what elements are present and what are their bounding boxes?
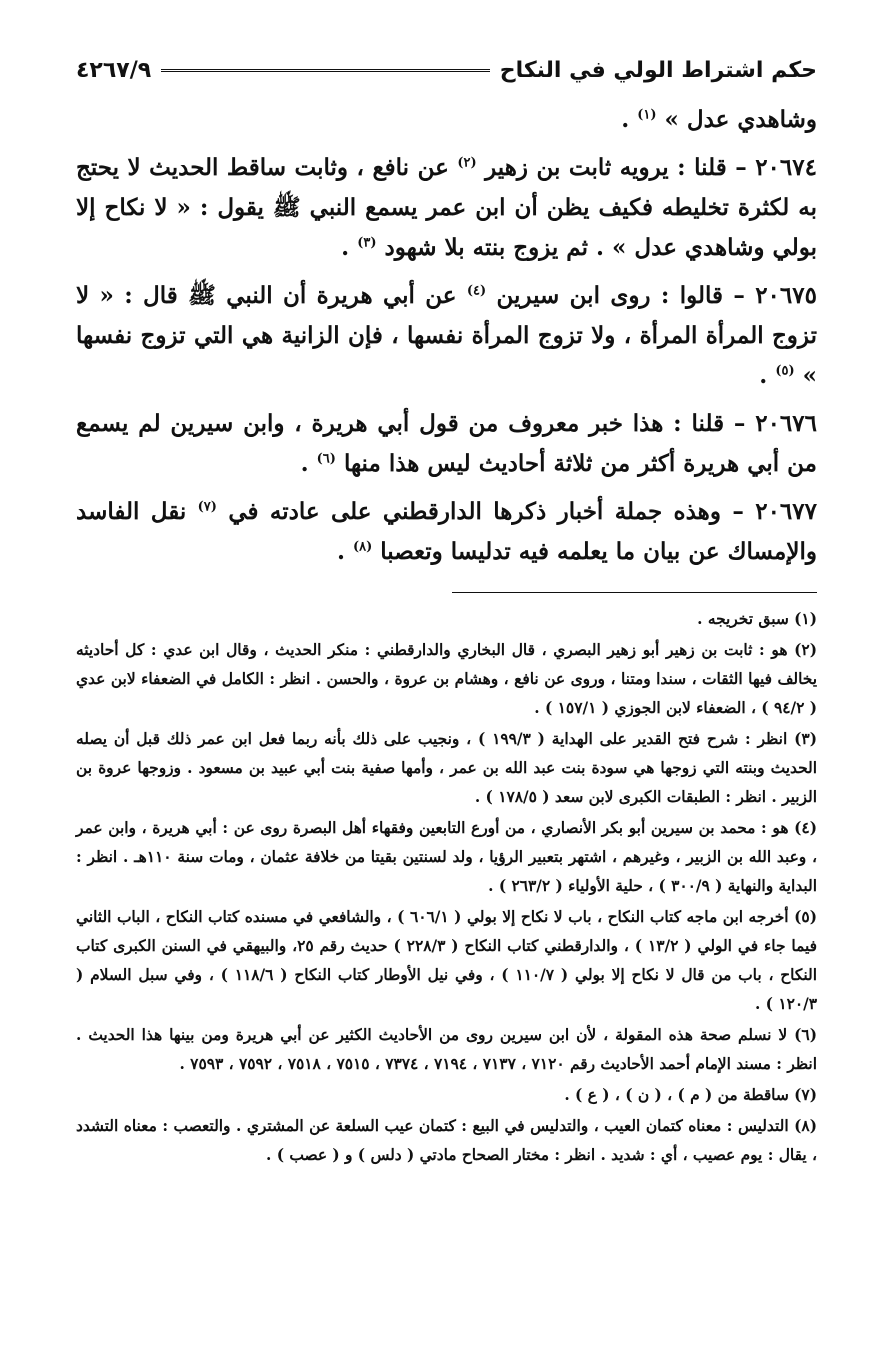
footnote-marker: (١) [637, 107, 657, 123]
footnote-text: هو : محمد بن سيرين أبو بكر الأنصاري ، من أورع التابعين وفقهاء أهل البصرة روى عن : أبي هريرة ، وابن عمر ، وعبد الله بن الزبير ، وغيرهم ، اشتهر بتعبير الرؤيا ، ولد لسنتين بقيتا من خلافة عثمان ، ومات سنة ١١٠هـ . انظر : البداية والنهاية ( ٣٠٠/٩ ) ، حلية الأولياء ( ٢٦٣/٢ ) . [76, 819, 818, 895]
footnote [76, 814, 817, 901]
footnote-text: أخرجه ابن ماجه كتاب النكاح ، باب لا نكاح إلا بولي ( ٦٠٦/١ ) ، والشافعي في مسنده كتاب النكاح ، الباب الثاني فيما جاء في الولي ( ١٣/٢ ) ، والدارقطني كتاب النكاح ( ٢٢٨/٣ ) حديث رقم ٢٥، والبيهقي في السنن الكبرى كتاب النكاح ، باب من قال لا نكاح إلا بولي ( ١١٠/٧ ) ، وفي نيل الأوطار كتاب النكاح ( ١١٨/٦ ) ، وفي سبل السلام ( ١٢٠/٣ ) . [76, 908, 817, 1013]
footnote-marker: (٣) [357, 235, 377, 251]
footnote-text: هو : ثابت بن زهير أبو زهير البصري ، قال البخاري والدارقطني : منكر الحديث ، وقال ابن عدي : كل أحاديثه يخالف فيها الثقات ، سندا ومتنا ، وروى عن نافع ، وهشام بن عروة ، والحسن . انظر : الكامل في الضعفاء لابن عدي ( ٩٤/٢ ) ، الضعفاء لابن الجوزي ( ١٥٧/١ ) . [76, 641, 817, 717]
paragraph-text: . [341, 234, 358, 261]
footnote-text: انظر : شرح فتح القدير على الهداية ( ١٩٩/٣ ) ، ونجيب على ذلك بأنه ربما فعل ابن عمر ذلك قبل أن يصله الحديث وبنته التي زوجها هي سودة بنت عبد الله بن عمر ، وأمها صفية بنت أبي عبيد بن مسعود . وزوجها عروة بن الزبير . انظر : الطبقات الكبرى لابن سعد ( ١٧٨/٥ ) . [76, 730, 817, 806]
footnote-text: سبق تخريجه . [697, 610, 795, 628]
footnote-number: (٨) [794, 1117, 817, 1135]
paragraph-number: ٢٠٦٧٤ [755, 154, 817, 181]
footnote-number: (٤) [794, 819, 817, 837]
footnotes [76, 605, 817, 1170]
header-rule [161, 69, 490, 72]
paragraph-text: . [621, 106, 638, 133]
footnote [76, 1112, 817, 1170]
footnote [76, 903, 817, 1019]
footnote-text: التدليس : معناه كتمان العيب ، والتدليس في البيع : كتمان عيب السلعة عن المشتري . والتعصب : معناه التشدد ، يقال : يوم عصيب ، أي : شديد . انظر : مختار الصحاح مادتي ( دلس ) و ( عصب ) . [76, 1117, 817, 1164]
footnote-marker: (٦) [316, 451, 336, 467]
paragraph-text: – قلنا : هذا خبر معروف من قول أبي هريرة ، وابن سيرين لم يسمع من أبي هريرة أكثر من ثلاثة أحاديث ليس هذا منها [76, 410, 817, 477]
paragraph-number: ٢٠٦٧٧ [755, 498, 817, 525]
paragraph-text: . [759, 362, 776, 389]
footnote-marker: (٢) [457, 155, 477, 171]
footnote [76, 636, 817, 723]
page-number: ٤٢٦٧/٩ [76, 57, 152, 83]
paragraph-text: – قالوا : روى ابن سيرين [486, 282, 756, 309]
footnote-separator [452, 592, 817, 593]
footnote-number: (٢) [794, 641, 817, 659]
paragraph-number: ٢٠٦٧٥ [755, 282, 817, 309]
paragraph-text: نقل الفاسد والإمساك عن بيان ما يعلمه فيه تدليسا وتعصبا [76, 498, 817, 565]
paragraph-text: . [300, 450, 317, 477]
paragraph-number: ٢٠٦٧٦ [755, 410, 817, 437]
paragraph-text: – وهذه جملة أخبار ذكرها الدارقطني على عادته في [216, 498, 756, 525]
paragraph-text: وشاهدي عدل » [656, 106, 817, 133]
footnote-number: (٧) [794, 1086, 817, 1104]
footnote [76, 725, 817, 812]
footnote [76, 1021, 817, 1079]
paragraph-text: عن أبي هريرة أن النبي ﷺ قال : « لا تزوج المرأة المرأة ، ولا تزوج المرأة نفسها ، فإن الزانية هي التي تزوج نفسها » [76, 282, 817, 389]
footnote-text: ساقطة من ( م ) ، ( ن ) ، ( ع ) . [564, 1086, 795, 1104]
paragraph [76, 276, 817, 396]
footnote [76, 605, 817, 634]
footnote-number: (٣) [794, 730, 817, 748]
footnote-number: (٥) [794, 908, 817, 926]
footnote-number: (٦) [794, 1026, 817, 1044]
footnote-text: لا نسلم صحة هذه المقولة ، لأن ابن سيرين روى من الأحاديث الكثير عن أبي هريرة ومن بينها هذا الحديث . انظر : مسند الإمام أحمد الأحاديث رقم ٧١٢٠ ، ٧١٣٧ ، ٧١٩٤ ، ٧٣٧٤ ، ٧٥١٥ ، ٧٥١٨ ، ٧٥٩٢ ، ٧٥٩٣ . [76, 1026, 817, 1073]
footnote-number: (١) [794, 610, 817, 628]
paragraph [76, 404, 817, 484]
paragraph [76, 148, 817, 268]
footnote-marker: (٨) [352, 539, 373, 555]
paragraph-text: . [336, 538, 353, 565]
footnote [76, 1081, 817, 1110]
footnote-marker: (٧) [197, 499, 217, 515]
paragraph [76, 100, 817, 140]
paragraph-text: – قلنا : يرويه ثابت بن زهير [476, 154, 756, 181]
running-title: حكم اشتراط الولي في النكاح [499, 57, 817, 83]
page-header [76, 50, 817, 90]
footnote-marker: (٥) [775, 363, 795, 379]
footnote-marker: (٤) [466, 283, 487, 299]
paragraph-text: عن نافع ، وثابت ساقط الحديث لا يحتج به لكثرة تخليطه فكيف يظن أن ابن عمر يسمع النبي ﷺ يقول : « لا نكاح إلا بولي وشاهدي عدل » . ثم يزوج بنته بلا شهود [76, 154, 817, 261]
main-text [76, 100, 817, 572]
paragraph [76, 492, 817, 572]
